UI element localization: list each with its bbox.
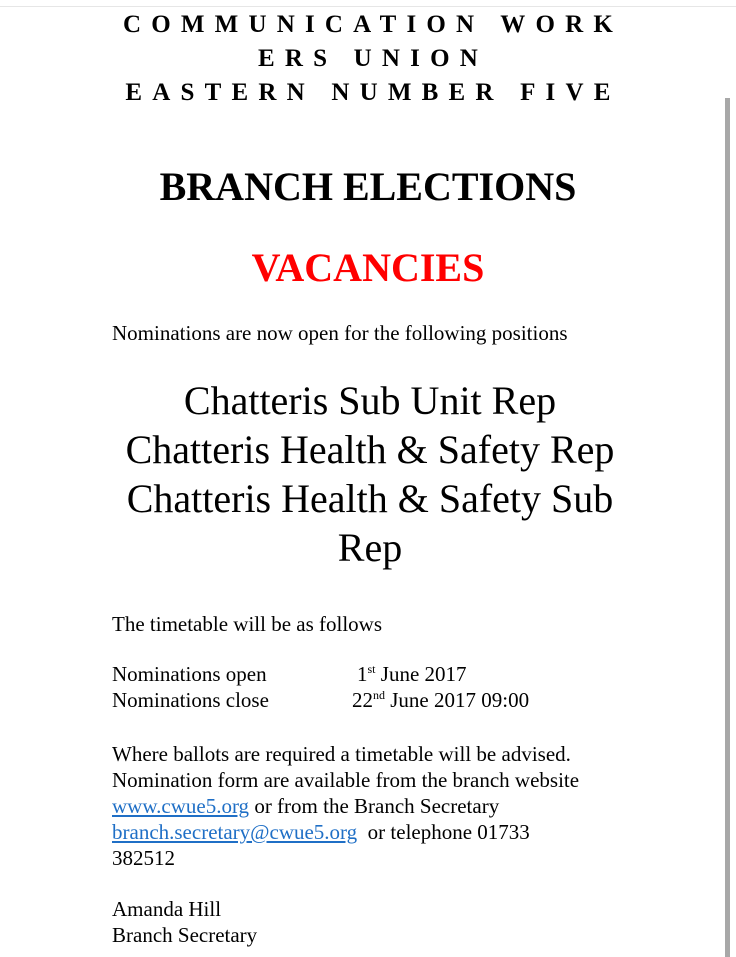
timetable-row-label: Nominations close [112,688,269,712]
info-line: Where ballots are required a timetable will be advised. [112,742,571,766]
date-rest: June 2017 09:00 [385,688,530,712]
date-day: 22 [352,688,373,712]
info-line [112,819,579,845]
timetable-row-open [112,661,529,687]
position-line: Chatteris Sub Unit Rep [183,378,557,423]
info-line: Nomination form are available from the branch website [112,768,580,792]
info-text: or from the Branch Secretary [249,794,500,818]
timetable-row-value [340,687,529,713]
timetable-row-label: Nominations open [112,662,267,686]
page-title: BRANCH ELECTIONS [159,164,577,209]
date-suffix: st [367,662,376,676]
timetable [112,661,529,713]
info-text: or telephone 01733 [357,820,530,844]
signature-name: Amanda Hill [112,897,222,921]
signature-block [112,896,257,948]
signature-role: Branch Secretary [112,923,258,947]
position-line: Rep [337,525,403,570]
intro-text: Nominations are now open for the following positions [112,321,568,345]
timetable-row-close [112,687,529,713]
date-rest: June 2017 [375,662,467,686]
info-line: 382512 [112,846,175,870]
website-link[interactable]: www.cwue5.org [112,794,250,818]
date-day: 1 [357,662,368,686]
top-border [0,6,736,7]
email-link[interactable]: branch.secretary@cwue5.org [112,820,358,844]
header-line: COMMUNICATION WORK [122,11,624,38]
position-line: Chatteris Health & Safety Sub [126,476,614,521]
vacancies-heading: VACANCIES [251,245,485,290]
header-line: EASTERN NUMBER FIVE [125,79,621,106]
union-header [0,8,736,110]
timetable-label: The timetable will be as follows [112,612,383,636]
info-paragraph [112,741,579,871]
timetable-row-value [340,661,467,687]
date-suffix: nd [373,688,385,702]
positions-list [0,376,736,572]
header-line: ERS UNION [257,45,489,72]
position-line: Chatteris Health & Safety Rep [125,427,615,472]
info-line [112,793,579,819]
